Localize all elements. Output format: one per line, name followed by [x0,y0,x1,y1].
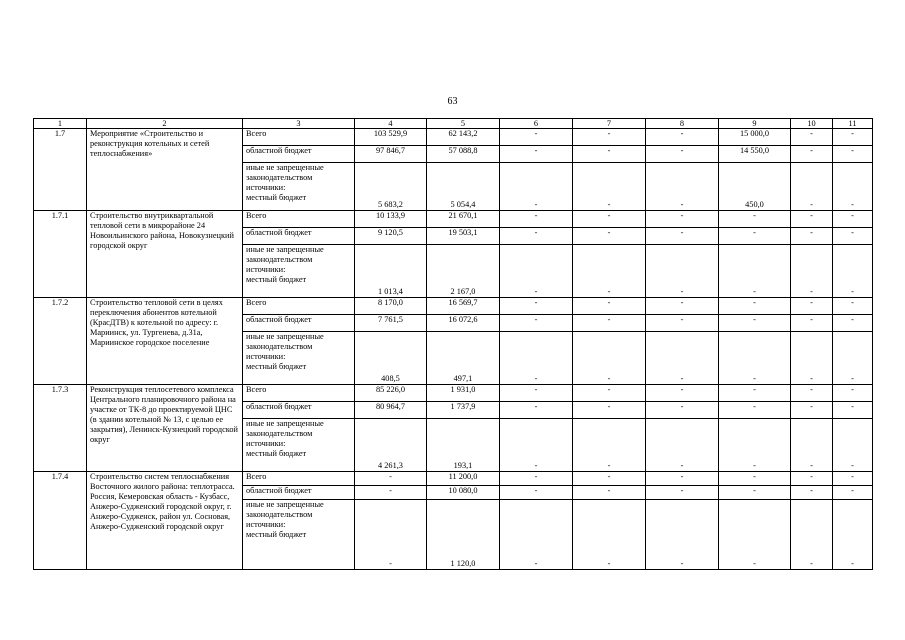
value-cell: - [500,129,573,146]
value-cell: 450,0 [719,163,791,211]
value-cell: 5 683,2 [355,163,427,211]
value-cell: - [573,385,646,402]
column-header: 1 [34,119,87,129]
value-cell: - [791,129,833,146]
value-cell: - [646,385,719,402]
value-cell: - [719,500,791,570]
column-header: 6 [500,119,573,129]
funding-source-line: местный бюджет [246,193,307,202]
value-cell: - [791,500,833,570]
value-cell: - [646,486,719,500]
value-cell: - [646,228,719,245]
value-cell: 4 261,3 [355,419,427,472]
value-cell: - [646,298,719,315]
value-cell: - [573,486,646,500]
value-cell: - [573,332,646,385]
value-cell: - [833,228,873,245]
value-cell: - [500,228,573,245]
value-cell: - [573,472,646,486]
table-row [34,129,873,146]
value-cell: - [646,211,719,228]
funding-source: Всего [243,298,355,315]
funding-source-line: местный бюджет [246,275,307,284]
funding-source-line: законодательством [246,255,313,264]
funding-source-line: источники: [246,352,286,361]
value-cell: - [719,211,791,228]
value-cell: - [791,163,833,211]
funding-source: Всего [243,129,355,146]
value-cell: - [791,332,833,385]
table-row [34,211,873,228]
value-cell: - [833,129,873,146]
value-cell: 1 931,0 [427,385,500,402]
value-cell: - [500,315,573,332]
value-cell: - [573,500,646,570]
funding-source-other [243,163,355,211]
funding-source: областной бюджет [243,315,355,332]
value-cell: - [500,500,573,570]
value-cell: 2 167,0 [427,245,500,298]
value-cell: 5 054,4 [427,163,500,211]
value-cell: - [500,211,573,228]
value-cell: 11 200,0 [427,472,500,486]
value-cell: - [646,129,719,146]
funding-source-other [243,332,355,385]
item-number: 1.7.1 [34,211,87,298]
funding-source-other [243,245,355,298]
value-cell: 57 088,8 [427,146,500,163]
funding-source: областной бюджет [243,402,355,419]
value-cell: - [646,419,719,472]
value-cell: 14 550,0 [719,146,791,163]
item-name: Строительство внутриквартальной тепловой сети в микрорайоне 24 Новоильинского района, Новокузнецкий городской округ [87,211,243,298]
value-cell: - [719,486,791,500]
value-cell: 103 529,9 [355,129,427,146]
value-cell: - [791,472,833,486]
value-cell: 19 503,1 [427,228,500,245]
value-cell: - [833,163,873,211]
value-cell: 497,1 [427,332,500,385]
table-row [34,472,873,486]
value-cell: - [791,245,833,298]
table-row [34,298,873,315]
funding-source: областной бюджет [243,146,355,163]
value-cell: 62 143,2 [427,129,500,146]
item-name: Строительство систем теплоснабжения Восточного жилого района: теплотрасса. Россия, Кемеровская область - Кузбасс, Анжеро-Судженский городской округ, г. Анжеро-Судженск, район ул. Сосновая, Анжеро-Судженский городской округ [87,472,243,570]
value-cell: - [833,472,873,486]
value-cell: - [719,245,791,298]
funding-source: Всего [243,472,355,486]
value-cell: - [500,298,573,315]
value-cell: - [646,163,719,211]
column-header: 8 [646,119,719,129]
value-cell: - [833,315,873,332]
value-cell: - [573,315,646,332]
budget-table [33,118,873,570]
item-name: Реконструкция теплосетевого комплекса Центрального планировочного района на участке от ТК-8 до проектируемой ЦНС (в здании котельной № 13, с целью ее закрытия), Ленинск-Кузнецкий городской округ [87,385,243,472]
item-number: 1.7.2 [34,298,87,385]
value-cell: - [646,402,719,419]
value-cell: 85 226,0 [355,385,427,402]
item-number: 1.7 [34,129,87,211]
value-cell: 15 000,0 [719,129,791,146]
value-cell: - [500,332,573,385]
value-cell: - [833,385,873,402]
value-cell: - [833,332,873,385]
funding-source: Всего [243,385,355,402]
page-number: 63 [447,96,458,107]
funding-source: Всего [243,211,355,228]
value-cell: - [646,472,719,486]
value-cell: 408,5 [355,332,427,385]
value-cell: 80 964,7 [355,402,427,419]
funding-source-line: источники: [246,183,286,192]
value-cell: - [791,298,833,315]
funding-source-line: местный бюджет [246,530,307,539]
funding-source-line: иные не запрещенные [246,245,324,254]
header-row [34,119,873,129]
funding-source-line: законодательством [246,173,313,182]
value-cell: - [646,500,719,570]
column-header: 2 [87,119,243,129]
item-number: 1.7.4 [34,472,87,570]
value-cell: - [791,211,833,228]
funding-source-line: иные не запрещенные [246,419,324,428]
value-cell: - [500,486,573,500]
value-cell: - [791,315,833,332]
value-cell: - [646,245,719,298]
funding-source-line: иные не запрещенные [246,500,324,509]
funding-source: областной бюджет [243,228,355,245]
item-name: Строительство тепловой сети в целях переключения абонентов котельной (КрасДТВ) к котельной по адресу: г. Мариинск, ул. Тургенева, д.31а, Мариинское городское поселение [87,298,243,385]
value-cell: - [833,486,873,500]
value-cell: - [500,419,573,472]
column-header: 11 [833,119,873,129]
value-cell: - [791,486,833,500]
value-cell: - [833,211,873,228]
value-cell: - [500,385,573,402]
value-cell: - [791,402,833,419]
value-cell: 16 072,6 [427,315,500,332]
value-cell: - [791,146,833,163]
value-cell: - [719,332,791,385]
column-header: 10 [791,119,833,129]
column-header: 5 [427,119,500,129]
value-cell: - [791,228,833,245]
funding-source-line: законодательством [246,342,313,351]
value-cell: - [719,472,791,486]
value-cell: - [573,163,646,211]
value-cell: - [573,402,646,419]
value-cell: - [719,315,791,332]
value-cell: 10 133,9 [355,211,427,228]
value-cell: - [500,402,573,419]
value-cell: 7 761,5 [355,315,427,332]
funding-source-line: местный бюджет [246,362,307,371]
value-cell: - [500,472,573,486]
funding-source: областной бюджет [243,486,355,500]
value-cell: 10 080,0 [427,486,500,500]
value-cell: - [833,245,873,298]
value-cell: - [573,245,646,298]
column-header: 7 [573,119,646,129]
funding-source-line: источники: [246,439,286,448]
item-name: Мероприятие «Строительство и реконструкция котельных и сетей теплоснабжения» [87,129,243,211]
funding-source-other [243,419,355,472]
funding-source-line: законодательством [246,510,313,519]
value-cell: - [573,228,646,245]
value-cell: - [646,315,719,332]
value-cell: - [573,129,646,146]
value-cell: 9 120,5 [355,228,427,245]
funding-source-line: местный бюджет [246,449,307,458]
value-cell: - [355,486,427,500]
table-row [34,385,873,402]
value-cell: 97 846,7 [355,146,427,163]
value-cell: - [719,298,791,315]
value-cell: - [719,228,791,245]
value-cell: - [833,402,873,419]
value-cell: - [500,146,573,163]
funding-source-line: источники: [246,520,286,529]
value-cell: 1 013,4 [355,245,427,298]
value-cell: 1 120,0 [427,500,500,570]
value-cell: - [833,146,873,163]
value-cell: - [833,500,873,570]
value-cell: - [791,385,833,402]
funding-source-line: источники: [246,265,286,274]
value-cell: - [833,298,873,315]
value-cell: - [791,419,833,472]
value-cell: - [355,472,427,486]
value-cell: 8 170,0 [355,298,427,315]
value-cell: - [573,419,646,472]
value-cell: 1 737,9 [427,402,500,419]
funding-source-line: иные не запрещенные [246,332,324,341]
value-cell: - [719,402,791,419]
value-cell: - [355,500,427,570]
value-cell: - [646,332,719,385]
value-cell: - [573,298,646,315]
value-cell: - [646,146,719,163]
value-cell: 21 670,1 [427,211,500,228]
column-header: 4 [355,119,427,129]
value-cell: - [719,419,791,472]
funding-source-line: законодательством [246,429,313,438]
column-header: 3 [243,119,355,129]
funding-source-line: иные не запрещенные [246,163,324,172]
value-cell: 193,1 [427,419,500,472]
value-cell: - [573,211,646,228]
column-header: 9 [719,119,791,129]
value-cell: - [573,146,646,163]
value-cell: 16 569,7 [427,298,500,315]
value-cell: - [500,245,573,298]
value-cell: - [500,163,573,211]
funding-source-other [243,500,355,570]
value-cell: - [719,385,791,402]
item-number: 1.7.3 [34,385,87,472]
value-cell: - [833,419,873,472]
